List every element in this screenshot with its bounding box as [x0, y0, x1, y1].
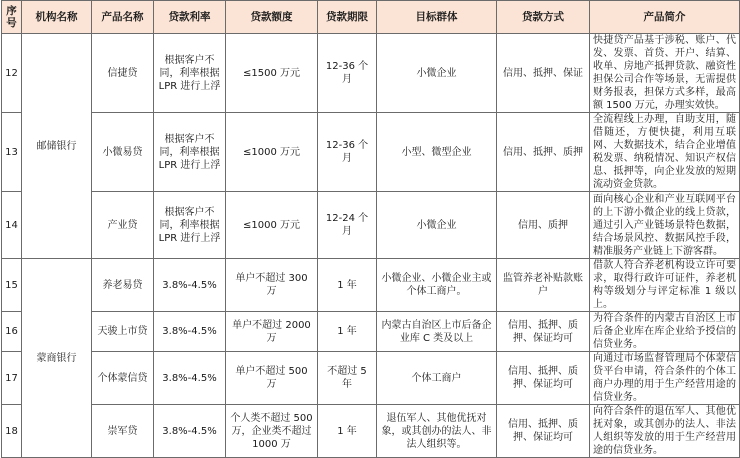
row-method: 信用、抵押、质押、保证均可 [497, 405, 590, 458]
table-row [2, 259, 740, 312]
row-seq: 13 [2, 113, 22, 192]
row-product: 小微易贷 [92, 113, 154, 192]
row-product: 崇军贷 [92, 405, 154, 458]
row-intro: 快捷贷产品基于涉税、账户、代发、发票、首贷、开户、结算、收单、房地产抵押贷款、融资性担保公司合作等场景，无需提供财务报表，担保方式多样，最高额 1500 万元，办理实效快。 [590, 34, 740, 113]
row-rate: 根据客户不同，利率根据 LPR 进行上浮 [154, 192, 226, 259]
row-product: 天骏上市贷 [92, 312, 154, 352]
row-product: 产业贷 [92, 192, 154, 259]
row-method: 信用、抵押、保证 [497, 34, 590, 113]
row-term: 12-36 个月 [318, 113, 377, 192]
row-method: 信用、抵押、质押、保证均可 [497, 352, 590, 405]
row-intro: 借款人符合养老机构设立许可要求，取得行政许可证件，养老机构等级划分与评定标准 1 级以上。 [590, 259, 740, 312]
row-target: 内蒙古自治区上市后备企业库 C 类及以上 [377, 312, 497, 352]
row-intro: 为符合条件的内蒙古自治区上市后备企业库在库企业给予授信的信贷业务。 [590, 312, 740, 352]
header-method: 贷款方式 [497, 1, 590, 34]
row-product: 养老易贷 [92, 259, 154, 312]
row-seq: 15 [2, 259, 22, 312]
row-rate: 3.8%-4.5% [154, 405, 226, 458]
row-amount: ≤1000 万元 [226, 192, 318, 259]
header-rate: 贷款利率 [154, 1, 226, 34]
row-rate: 根据客户不同，利率根据 LPR 进行上浮 [154, 34, 226, 113]
row-amount: ≤1500 万元 [226, 34, 318, 113]
row-target: 小微企业 [377, 192, 497, 259]
row-org: 蒙商银行 [22, 259, 92, 458]
row-term: 不超过 5 年 [318, 352, 377, 405]
header-term: 贷款期限 [318, 1, 377, 34]
row-method: 监管养老补贴款账户 [497, 259, 590, 312]
row-method: 信用、质押 [497, 192, 590, 259]
row-intro: 向符合条件的退伍军人、其他优抚对象，或其创办的法人、非法人组织等发放的用于生产经营用途的信贷业务。 [590, 405, 740, 458]
row-rate: 根据客户不同，利率根据 LPR 进行上浮 [154, 113, 226, 192]
row-rate: 3.8%-4.5% [154, 312, 226, 352]
row-term: 1 年 [318, 312, 377, 352]
row-target: 小微企业 [377, 34, 497, 113]
header-intro: 产品简介 [590, 1, 740, 34]
table-row [2, 34, 740, 113]
row-intro: 全流程线上办理，自助支用，随借随还，方便快捷，利用互联网、大数据技术，结合企业增值税发票、纳税情况、知识产权信息、抵押等，向企业发放的短期流动资金贷款。 [590, 113, 740, 192]
row-seq: 14 [2, 192, 22, 259]
table-row [2, 352, 740, 405]
row-method: 信用、抵押、质押、保证均可 [497, 312, 590, 352]
row-term: 1 年 [318, 405, 377, 458]
row-term: 1 年 [318, 259, 377, 312]
header-amount: 贷款额度 [226, 1, 318, 34]
header-seq: 序 号 [2, 1, 22, 34]
row-rate: 3.8%-4.5% [154, 259, 226, 312]
table-row [2, 405, 740, 458]
row-seq: 16 [2, 312, 22, 352]
row-product: 个体蒙信贷 [92, 352, 154, 405]
loan-products-table [1, 0, 740, 458]
row-intro: 面向核心企业和产业互联网平台的上下游小微企业的线上贷款，通过引入产业链场景特色数据，结合场景风控、数据风控手段，精准服务产业链上下游客群。 [590, 192, 740, 259]
table-row [2, 192, 740, 259]
row-rate: 3.8%-4.5% [154, 352, 226, 405]
row-product: 信捷贷 [92, 34, 154, 113]
row-amount: 个人类不超过 500 万，企业类不超过 1000 万 [226, 405, 318, 458]
row-target: 退伍军人、其他优抚对象，或其创办的法人、非法人组织等。 [377, 405, 497, 458]
row-org: 邮储银行 [22, 34, 92, 259]
header-org: 机构名称 [22, 1, 92, 34]
row-intro: 向通过市场监督管理局个体蒙信贷平台申请，符合条件的个体工商户办理的用于生产经营用途的信贷业务。 [590, 352, 740, 405]
row-target: 小型、微型企业 [377, 113, 497, 192]
row-amount: 单户不超过 2000 万 [226, 312, 318, 352]
row-method: 信用、抵押、质押 [497, 113, 590, 192]
row-target: 个体工商户 [377, 352, 497, 405]
row-seq: 17 [2, 352, 22, 405]
header-row [2, 1, 740, 34]
header-product: 产品名称 [92, 1, 154, 34]
row-amount: 单户不超过 500 万 [226, 352, 318, 405]
row-amount: 单户不超过 300 万 [226, 259, 318, 312]
row-seq: 12 [2, 34, 22, 113]
table-row [2, 312, 740, 352]
header-target: 目标群体 [377, 1, 497, 34]
row-target: 小微企业、小微企业主或个体工商户。 [377, 259, 497, 312]
row-term: 12-24 个月 [318, 192, 377, 259]
table-row [2, 113, 740, 192]
row-term: 12-36 个月 [318, 34, 377, 113]
row-amount: ≤1000 万元 [226, 113, 318, 192]
row-seq: 18 [2, 405, 22, 458]
